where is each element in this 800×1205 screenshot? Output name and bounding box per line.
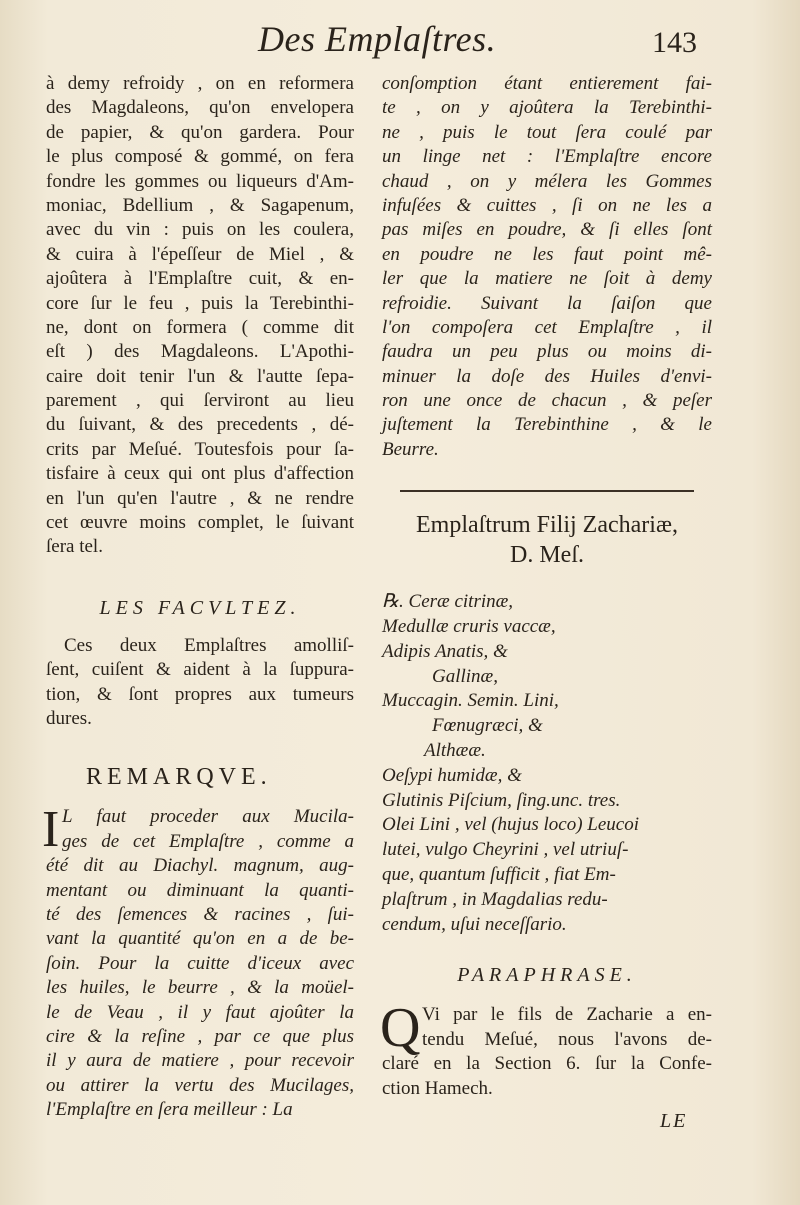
paraphrase-section — [380, 997, 712, 1101]
text-line: avec du vin : puis on les coulera, — [46, 219, 354, 241]
text-line: Vi par le fils de Zacharie a en- — [422, 1004, 712, 1026]
text-line: infuſées & cuittes , ſi on ne les a — [382, 194, 712, 216]
recipe-line: plaſtrum , in Magdalias redu- — [382, 888, 608, 910]
paraphrase-paragraph — [380, 997, 712, 1101]
left-paragraph-1 — [46, 72, 354, 560]
text-line: Beurre. — [382, 438, 439, 460]
text-line: core ſur le feu , puis la Terebinthi- — [46, 292, 354, 314]
paraphrase-dropcap: Q — [380, 997, 421, 1060]
text-line: moniac, Bdellium , & Sagapenum, — [46, 194, 354, 216]
recipe-line: Medullæ cruris vaccæ, — [382, 616, 556, 638]
text-line: le de Veau , il y faut ajoûter la — [46, 1001, 354, 1023]
text-line: ajoûtera à l'Emplaſtre cuit, & en- — [46, 268, 354, 290]
text-line: cet œuvre moins complet, le ſuivant — [46, 512, 354, 534]
text-line: ou attirer la vertu des Mucilages, — [46, 1074, 354, 1096]
remarque-paragraph — [46, 805, 354, 1122]
recipe-line: Fœnugræci, & — [432, 715, 543, 737]
text-line: & cuira à l'épeſſeur de Miel , & — [46, 243, 354, 265]
text-line: tisfaire à ceux qui ont plus d'affection — [46, 463, 354, 485]
recipe-line: ℞. Ceræ citrinæ, — [382, 591, 514, 613]
left-column — [42, 72, 354, 1122]
text-line: ron une once de chacun , & peſer — [382, 390, 712, 412]
latin-heading — [382, 510, 712, 570]
text-line: les huiles, le beurre , & la moüel- — [46, 977, 354, 999]
text-line: un linge net : l'Emplaſtre encore — [382, 146, 712, 168]
recipe-line: lutei, vulgo Cheyrini , vel utriuſ- — [382, 839, 629, 861]
text-line: chaud , on y mélera les Gommes — [382, 170, 712, 192]
remarque-section — [42, 801, 354, 1122]
text-line: du ſuivant, & des precedents , dé- — [46, 414, 354, 436]
text-line: ne , puis le tout ſera coulé par — [382, 121, 712, 143]
text-line: ſent, cuiſent & aident à la ſuppura- — [46, 659, 354, 681]
recipe-line: Muccagin. Semin. Lini, — [382, 690, 559, 712]
text-line: à demy refroidy , on en reformera — [46, 73, 354, 94]
recipe-line: Glutinis Piſcium, ſing.unc. tres. — [382, 789, 621, 811]
text-line: refroidie. Suivant la ſaiſon que — [382, 292, 712, 314]
text-line: ler que la matiere ne ſoit à demy — [382, 268, 712, 290]
remarque-heading: REMARQVE. — [86, 764, 272, 791]
recipe-line: Olei Lini , vel (hujus loco) Leucoi — [382, 814, 639, 836]
text-line: faudra un peu plus ou moins di- — [382, 341, 712, 363]
recipe-list — [382, 590, 712, 937]
recipe-line: Adipis Anatis, & — [382, 640, 508, 662]
text-line: conſomption étant entierement fai- — [382, 73, 712, 94]
running-title: Des Emplaſtres. — [258, 19, 497, 59]
text-line: ges de cet Emplaſtre , comme a — [62, 830, 354, 852]
text-line: cire & la reſine , par ce que plus — [46, 1025, 354, 1047]
text-line: fondre les gommes ou liqueurs d'Am- — [46, 170, 354, 192]
text-line: l'Emplaſtre en ſera meilleur : La — [46, 1099, 293, 1121]
text-line: de papier, & qu'on gardera. Pour — [46, 121, 354, 143]
text-line: te , on y ajoûtera la Terebinthi- — [382, 97, 712, 119]
text-line: ction Hamech. — [382, 1077, 493, 1099]
text-line: en poudre ne les faut point mê- — [382, 243, 712, 265]
text-line: dures. — [46, 707, 92, 729]
text-line: mentant ou diminuant la quanti- — [46, 879, 354, 901]
text-line: claré en la Section 6. ſur la Confe- — [382, 1053, 712, 1075]
text-line: des Magdaleons, qu'on envelopera — [46, 97, 354, 119]
facultez-heading: LES FACVLTEZ. — [99, 596, 301, 619]
text-line: le plus composé & gommé, on fera — [46, 146, 354, 168]
paraphrase-heading: PARAPHRASE. — [457, 964, 637, 987]
recipe-line: Gallinæ, — [432, 665, 498, 687]
text-line: l'on compoſera cet Emplaſtre , il — [382, 316, 712, 338]
right-column — [382, 72, 712, 1101]
text-line: il y aura de matiere , pour recevoir — [46, 1050, 354, 1072]
text-line: en l'un qu'en l'autre , & ne rendre — [46, 487, 354, 509]
text-line: ſoin. Pour la cuitte d'iceux avec — [46, 952, 354, 974]
recipe-line: que, quantum ſufficit , fiat Em- — [382, 864, 616, 886]
text-line: été dit au Diachyl. magnum, aug- — [46, 855, 354, 877]
text-line: eſt ) des Magdaleons. L'Apothi- — [46, 341, 354, 363]
text-line: parement , qui ſerviront au lieu — [46, 390, 354, 412]
right-paragraph-1 — [382, 72, 712, 462]
text-line: juſtement la Terebinthine , & le — [382, 414, 712, 436]
recipe-line: Oeſypi humidæ, & — [382, 764, 522, 786]
text-line: pas miſes en poudre, & ſi elles ſont — [382, 219, 712, 241]
page-header — [0, 18, 800, 68]
recipe-line: Althææ. — [424, 740, 486, 762]
latin-heading-line-2: D. Meſ. — [510, 542, 584, 569]
text-line: minuer la doſe des Huiles d'envi- — [382, 365, 712, 387]
text-line: ſera tel. — [46, 536, 103, 558]
text-line: tion, & ſont propres aux tumeurs — [46, 683, 354, 705]
page-number: 143 — [652, 26, 697, 59]
text-line: caire doit tenir l'un & l'autte ſepa- — [46, 365, 354, 387]
text-line: té des ſemences & racines , ſui- — [46, 903, 354, 925]
text-line: ne, dont on formera ( comme dit — [46, 316, 354, 338]
catchword: LE — [660, 1110, 688, 1132]
text-line: Ces deux Emplaſtres amolliſ- — [64, 634, 354, 656]
facultez-paragraph — [46, 634, 354, 732]
text-line: L faut proceder aux Mucila- — [62, 806, 354, 828]
text-line: tendu Meſué, nous l'avons de- — [422, 1028, 712, 1050]
recipe-line: cendum, uſui neceſſario. — [382, 913, 567, 935]
text-line: crits par Meſué. Toutesfois pour ſa- — [46, 438, 354, 460]
text-line: vant la quantité qu'on en a de be- — [46, 928, 354, 950]
latin-heading-line-1: Emplaſtrum Filij Zachariæ, — [416, 512, 678, 539]
remarque-dropcap: I — [42, 801, 60, 859]
